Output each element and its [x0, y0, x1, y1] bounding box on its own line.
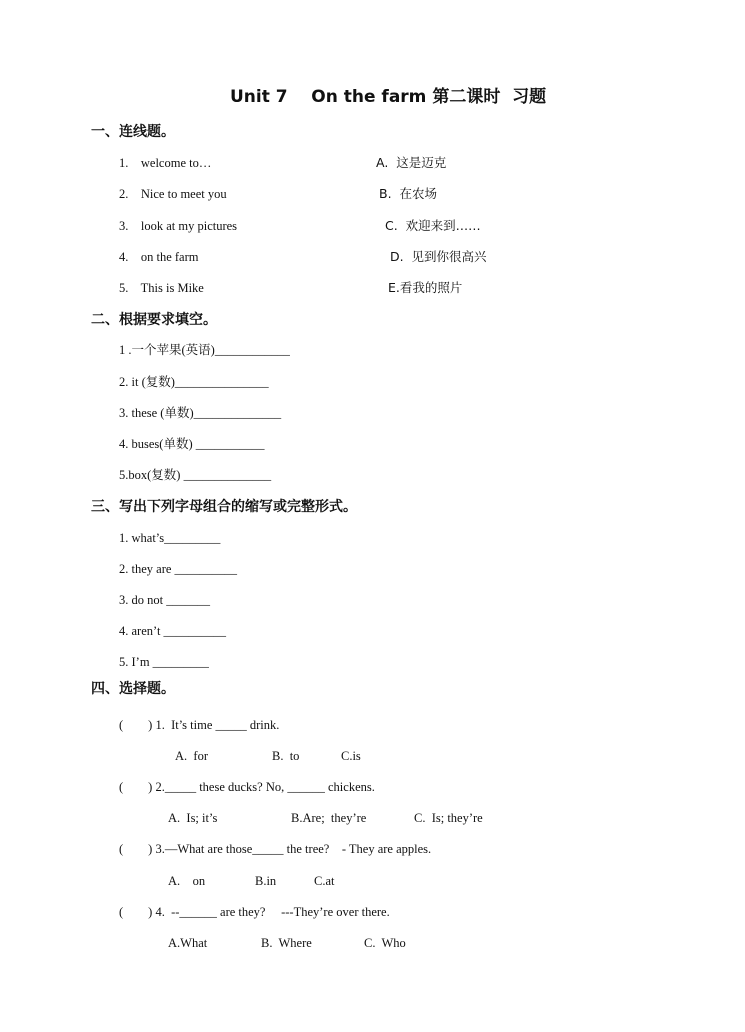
- abbrev-item: 4. aren’t __________: [119, 624, 227, 638]
- question-option: A.What: [168, 936, 208, 950]
- question-option: A. Is; it’s: [168, 811, 218, 825]
- section-4-heading: 四、选择题。: [91, 681, 175, 697]
- abbrev-item: 2. they are __________: [119, 562, 238, 576]
- section-2-heading: 二、根据要求填空。: [91, 312, 217, 328]
- match-left-item: 1. welcome to…: [119, 156, 212, 170]
- question-option: C. Who: [364, 936, 406, 950]
- abbrev-item: 3. do not _______: [119, 593, 210, 607]
- question-option: A. for: [175, 749, 208, 763]
- match-left-item: 2. Nice to meet you: [119, 187, 227, 201]
- fill-item: 5.box(复数) ______________: [119, 468, 272, 482]
- question-stem: ( ) 4. --______ are they? ---They’re over there.: [119, 905, 390, 919]
- question-option: B.Are; they’re: [291, 811, 367, 825]
- question-option: B.in: [255, 874, 277, 888]
- section-1-heading: 一、连线题。: [91, 124, 175, 140]
- fill-item: 2. it (复数)_______________: [119, 375, 269, 389]
- match-right-item: C. 欢迎来到……: [385, 218, 481, 233]
- section-3-heading: 三、写出下列字母组合的缩写或完整形式。: [91, 499, 357, 515]
- abbrev-item: 1. what’s_________: [119, 531, 221, 545]
- abbrev-item: 5. I’m _________: [119, 655, 209, 669]
- question-stem: ( ) 3.—What are those_____ the tree? - They are apples.: [119, 842, 432, 856]
- question-option: C.at: [314, 874, 335, 888]
- match-right-item: B. 在农场: [379, 186, 437, 201]
- question-option: B. Where: [261, 936, 312, 950]
- page-title: Unit 7 On the farm 第二课时 习题: [230, 87, 547, 107]
- question-option: B. to: [272, 749, 300, 763]
- match-left-item: 4. on the farm: [119, 250, 199, 264]
- question-stem: ( ) 1. It’s time _____ drink.: [119, 718, 280, 732]
- question-option: A. on: [168, 874, 206, 888]
- match-right-item: D. 见到你很高兴: [390, 249, 487, 264]
- question-option: C. Is; they’re: [414, 811, 483, 825]
- fill-item: 3. these (单数)______________: [119, 406, 282, 420]
- match-left-item: 5. This is Mike: [119, 281, 204, 295]
- match-right-item: A. 这是迈克: [376, 155, 447, 170]
- fill-item: 1 .一个苹果(英语)____________: [119, 343, 290, 357]
- match-left-item: 3. look at my pictures: [119, 219, 238, 233]
- fill-item: 4. buses(单数) ___________: [119, 437, 265, 451]
- question-stem: ( ) 2._____ these ducks? No, ______ chickens.: [119, 780, 375, 794]
- question-option: C.is: [341, 749, 361, 763]
- match-right-item: E.看我的照片: [388, 280, 463, 295]
